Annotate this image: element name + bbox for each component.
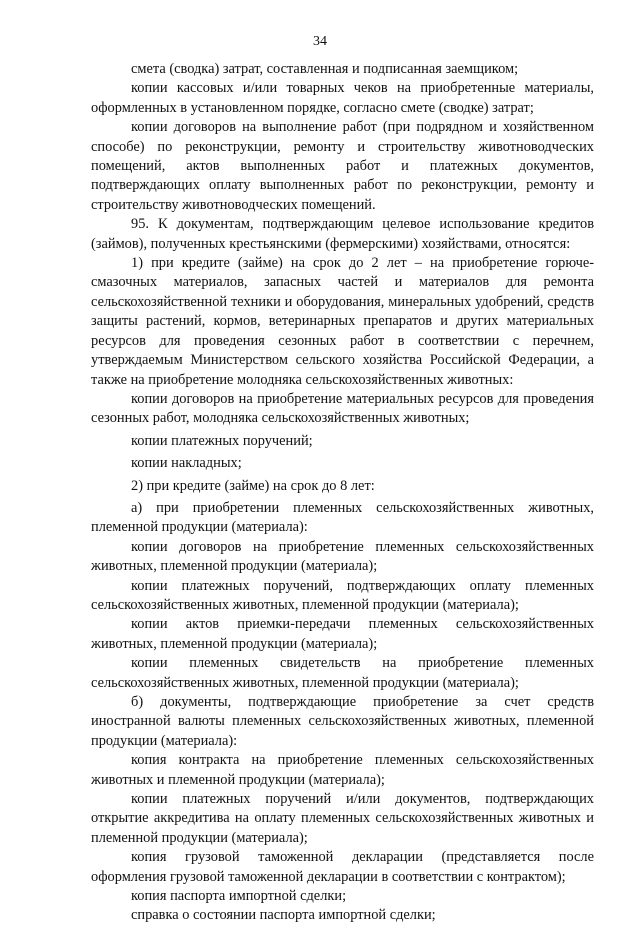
paragraph: копии актов приемки-передачи племенных сельскохозяйственных животных, племенной продукции (материала);	[91, 616, 594, 652]
paragraph-subitem-b: б) документы, подтверждающие приобретение за счет средств иностранной валюты племенных сельскохозяйственных животных, племенной продукции (материала):	[91, 694, 594, 749]
paragraph: копии кассовых и/или товарных чеков на приобретенные материалы, оформленных в установленном порядке, согласно смете (сводке) затрат;	[91, 80, 594, 116]
paragraph: копия контракта на приобретение племенных сельскохозяйственных животных и племенной продукции (материала);	[91, 752, 594, 788]
paragraph-item-1: 1) при кредите (займе) на срок до 2 лет – на приобретение горюче-смазочных материалов, запасных частей и материалов для ремонта сельскохозяйственной техники и оборудования, минеральных удобрений, средств защиты растений, кормов, ветеринарных препаратов и других материальных ресурсов для проведения сезонных работ в соответствии с перечнем, утверждаемым Министерством сельского хозяйства Российской Федерации, а также на приобретение молодняка сельскохозяйственных животных:	[91, 255, 594, 388]
paragraph-item-2: 2) при кредите (займе) на срок до 8 лет:	[131, 477, 375, 494]
paragraph: копии договоров на выполнение работ (при подрядном и хозяйственном способе) по реконструкции, ремонту и строительству животноводческих помещений, актов выполненных работ и платежных документов, подтверждающих оплату выполненных работ по реконструкции, ремонту и строительству животноводческих помещений.	[91, 119, 594, 213]
paragraph: копии договоров на приобретение племенных сельскохозяйственных животных, племенной продукции (материала);	[91, 538, 594, 575]
paragraph: копии платежных поручений и/или документов, подтверждающих открытие аккредитива на оплату племенных сельскохозяйственных животных и племенной продукции (материала);	[91, 791, 594, 846]
paragraph: копии племенных свидетельств на приобретение племенных сельскохозяйственных животных, племенной продукции (материала);	[91, 655, 594, 691]
paragraph-section-95: 95. К документам, подтверждающим целевое использование кредитов (займов), полученных крестьянскими (фермерскими) хозяйствами, относятся:	[91, 216, 594, 252]
paragraph: копии договоров на приобретение материальных ресурсов для проведения сезонных работ, молодняка сельскохозяйственных животных;	[91, 390, 594, 427]
paragraph: копия грузовой таможенной декларации (представляется после оформления грузовой таможенной декларации в соответствии с контрактом);	[91, 849, 594, 885]
paragraph-subitem-a: а) при приобретении племенных сельскохозяйственных животных, племенной продукции (материала):	[91, 499, 594, 536]
paragraph: справка о состоянии паспорта импортной сделки;	[131, 907, 436, 924]
page-number: 34	[313, 34, 327, 49]
paragraph: смета (сводка) затрат, составленная и подписанная заемщиком;	[131, 61, 519, 77]
paragraph: копии платежных поручений, подтверждающих оплату племенных сельскохозяйственных животных, племенной продукции (материала);	[91, 577, 594, 613]
paragraph: копии платежных поручений;	[131, 432, 313, 449]
document-body	[91, 60, 594, 926]
paragraph: копия паспорта импортной сделки;	[131, 888, 347, 905]
paragraph: копии накладных;	[131, 455, 242, 472]
